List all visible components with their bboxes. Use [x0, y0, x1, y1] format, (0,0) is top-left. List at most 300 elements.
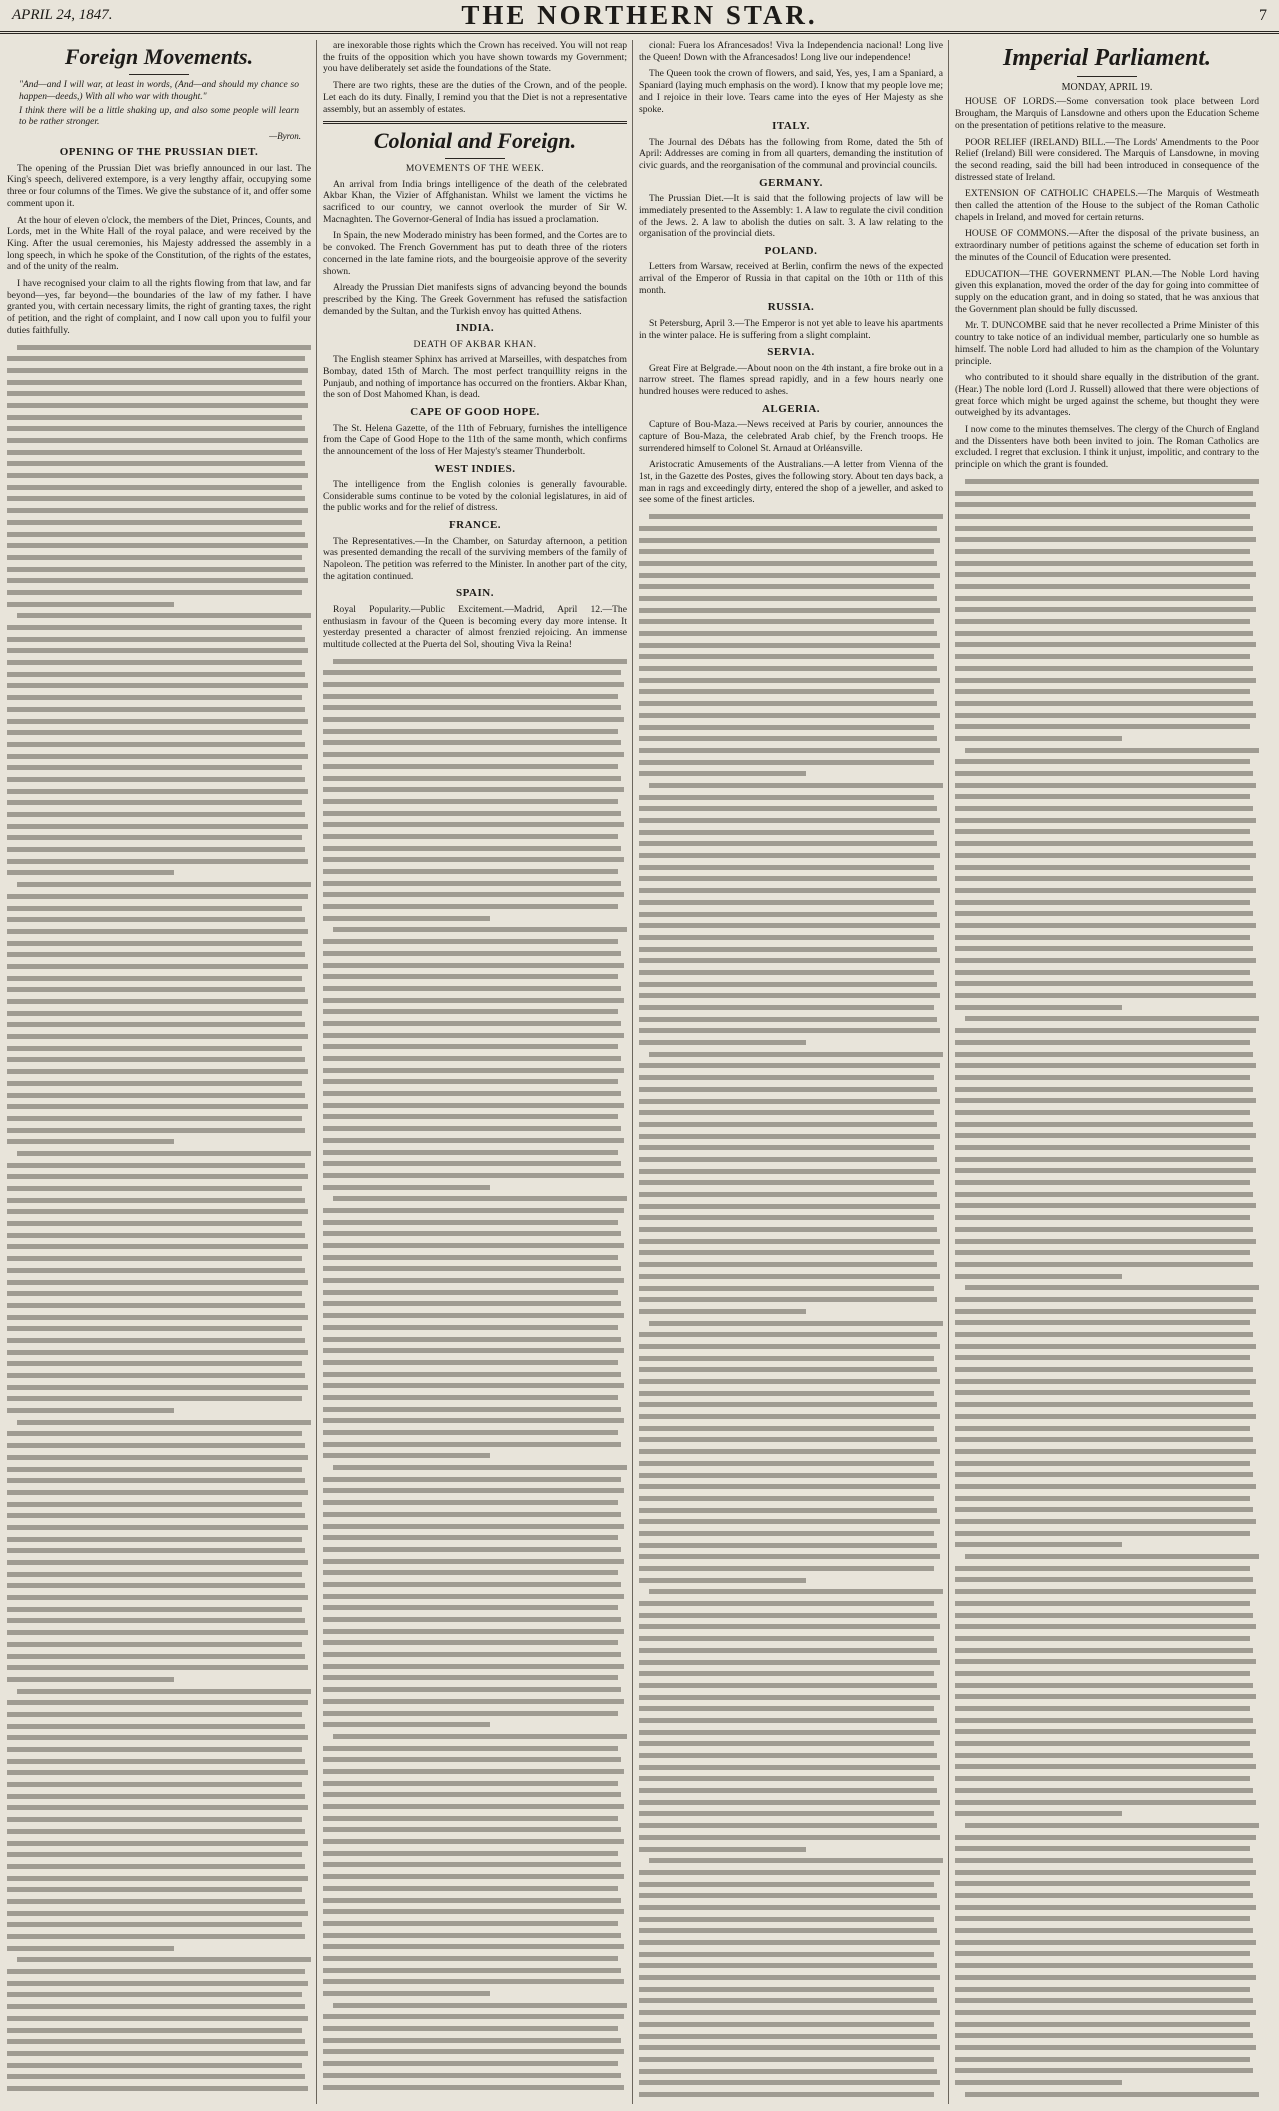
- text-line: [955, 1376, 1256, 1388]
- text-line: [955, 1200, 1256, 1212]
- article-paragraph: HOUSE OF COMMONS.—After the disposal of the private business, an extraordinary number of petitions against the scheme of education set forth in the minutes of the Council of Education were presented.: [955, 228, 1259, 263]
- text-line: [639, 944, 937, 956]
- text-line: [7, 377, 302, 389]
- text-line: [323, 1614, 621, 1626]
- text-line: [7, 821, 308, 833]
- text-line: [639, 967, 934, 979]
- text-line: [639, 1084, 937, 1096]
- text-line: [955, 1867, 1256, 1879]
- text-line: [323, 2058, 618, 2070]
- text-line: [639, 990, 940, 1002]
- article-paragraph: The St. Helena Gazette, of the 11th of February, furnishes the intelligence from the Cape of Good Hope to the 11th of the same month, which confirms the announcement of the loss of Her Majesty's steamer Thunderbolt.: [323, 422, 627, 457]
- text-line: [955, 1306, 1256, 1318]
- text-line: [955, 1165, 1256, 1177]
- text-line: [955, 1060, 1256, 1072]
- text-line: [7, 832, 302, 844]
- text-line: [639, 686, 934, 698]
- article-paragraph: The English steamer Sphinx has arrived at Marseilles, with despatches from Bombay, dated 15th of March. The most perfect tranquillity reigns in the Punjaub, and nothing of importance has occurred on the frontiers. Akbar Khan, the son of Dost Mahomed Khan, is dead.: [323, 354, 627, 401]
- text-line: [7, 1580, 305, 1592]
- text-line: [639, 1949, 934, 1961]
- article-paragraph: I now come to the minutes themselves. The clergy of the Church of England and the Dissenters have both been invited to join. The Roman Catholics are excluded. I regret that exclusion. I think it unjust, impolitic, and contrary to the principle on which the grant is founded.: [955, 424, 1259, 471]
- text-line: [639, 722, 934, 734]
- divider: [445, 158, 505, 159]
- text-line: [7, 1966, 305, 1978]
- text-line: [323, 1626, 624, 1638]
- text-line: [7, 973, 302, 985]
- text-line: [955, 2054, 1250, 2066]
- text-line: [649, 1586, 943, 1598]
- text-line: [7, 2048, 308, 2060]
- text-line: [7, 786, 308, 798]
- text-line: [955, 1773, 1250, 1785]
- text-line: [7, 1323, 302, 1335]
- text-line: [639, 1820, 937, 1832]
- text-line: [639, 1201, 940, 1213]
- text-line: [639, 792, 934, 804]
- text-line: [955, 2019, 1250, 2031]
- text-line: [639, 1434, 937, 1446]
- text-line: [955, 1656, 1256, 1668]
- text-line: [639, 2031, 937, 2043]
- text-line: [323, 1041, 618, 1053]
- text-line: [955, 1107, 1250, 1119]
- text-line: [323, 1053, 621, 1065]
- article-paragraph: Letters from Warsaw, received at Berlin, confirm the news of the expected arrival of the Emperor of Russia in that capital on the 10th or 11th of this month.: [639, 261, 943, 296]
- text-line: [955, 546, 1250, 558]
- text-line: [639, 710, 940, 722]
- text-line: [639, 1353, 934, 1365]
- text-line: [955, 1119, 1253, 1131]
- text-line: [7, 1019, 305, 1031]
- text-line: [7, 435, 308, 447]
- text-line: [955, 499, 1256, 511]
- text-line: [955, 2077, 1122, 2089]
- text-line: [649, 1318, 943, 1330]
- text-line: [7, 657, 302, 669]
- text-line: [639, 1914, 934, 1926]
- text-line: [323, 1182, 490, 1194]
- text-line: [955, 873, 1253, 885]
- text-line: [7, 1943, 174, 1955]
- text-line: [955, 593, 1253, 605]
- text-line: [955, 639, 1256, 651]
- text-line: [639, 2054, 934, 2066]
- text-line: [955, 967, 1250, 979]
- article-heading-spain: SPAIN.: [456, 587, 494, 600]
- text-line: [955, 1960, 1253, 1972]
- text-line: [323, 1591, 624, 1603]
- text-line: [639, 2066, 937, 2078]
- text-line: [333, 2000, 627, 2012]
- text-line: [639, 651, 934, 663]
- text-line: [955, 1177, 1250, 1189]
- section-heading-foreign-movements: Foreign Movements.: [64, 44, 254, 69]
- text-line: [639, 850, 940, 862]
- article-paragraph: who contributed to it should share equally in the distribution of the grant. (Hear.) The noble lord (Lord J. Russell) allowed that there were objections of great force which might be urged against the scheme, but thought they were outweighed by its advantages.: [955, 372, 1259, 419]
- text-line: [323, 1147, 618, 1159]
- text-line: [955, 1902, 1256, 1914]
- text-line: [639, 558, 937, 570]
- text-line: [955, 534, 1256, 546]
- text-line: [323, 691, 618, 703]
- text-line: [323, 1661, 624, 1673]
- text-line: [7, 587, 302, 599]
- article-paragraph: An arrival from India brings intelligence of the death of the celebrated Akbar Khan, the Vizier of Affghanistan. Whilst we lament the victims he sacrificed to our country, we cannot overlook the murder of Sir W. Macnaghten. The Governor-General of India has issued a proclamation.: [323, 178, 627, 225]
- text-line: [323, 1871, 624, 1883]
- text-line: [17, 1148, 311, 1160]
- text-line: [955, 663, 1253, 675]
- text-line: [639, 1446, 940, 1458]
- article-paragraph: POOR RELIEF (IRELAND) BILL.—The Lords' Amendments to the Poor Relief (Ireland) Bill were considered. The Marquis of Lansdowne, in moving the second reading, said the bill had been introduced in consequence of the distressed state of Ireland.: [955, 136, 1259, 183]
- text-line: [7, 1522, 308, 1534]
- text-line: [323, 1859, 621, 1871]
- text-line: [955, 1715, 1253, 1727]
- text-line: [639, 1925, 937, 1937]
- text-line: [955, 756, 1250, 768]
- text-line: [955, 862, 1250, 874]
- text-line: [323, 679, 624, 691]
- text-line: [639, 1528, 934, 1540]
- text-line: [965, 1013, 1259, 1025]
- text-line: [955, 1095, 1256, 1107]
- divider: [323, 121, 627, 124]
- text-line: [639, 1797, 940, 1809]
- text-line: [323, 1392, 618, 1404]
- column-rule: [632, 40, 633, 2104]
- text-line: [323, 1497, 618, 1509]
- text-line: [323, 1018, 621, 1030]
- text-line: [7, 1475, 305, 1487]
- text-line: [955, 1236, 1256, 1248]
- text-line: [639, 1212, 934, 1224]
- text-line: [7, 622, 302, 634]
- text-line: [955, 1633, 1250, 1645]
- text-line: [639, 1481, 940, 1493]
- text-line: [323, 1123, 621, 1135]
- text-line: [7, 458, 305, 470]
- text-line: [955, 1154, 1253, 1166]
- newspaper-title: THE NORTHERN STAR.: [461, 0, 818, 30]
- text-line: [323, 1170, 624, 1182]
- text-line: [639, 2042, 940, 2054]
- text-line: [639, 745, 940, 757]
- text-line: [7, 1791, 305, 1803]
- text-line: [955, 523, 1253, 535]
- text-line: [7, 1569, 302, 1581]
- text-line: [7, 1136, 174, 1148]
- text-line: [7, 1615, 305, 1627]
- text-line: [323, 1696, 624, 1708]
- text-line: [323, 749, 624, 761]
- text-line: [323, 1766, 624, 1778]
- text-line: [323, 1836, 624, 1848]
- text-line: [323, 1801, 624, 1813]
- text-line: [639, 1224, 937, 1236]
- text-line: [639, 1867, 940, 1879]
- text-line: [955, 1738, 1250, 1750]
- text-line: [639, 2077, 940, 2089]
- article-heading-italy: ITALY.: [772, 120, 810, 133]
- text-line: [7, 867, 174, 879]
- text-line: [955, 1972, 1256, 1984]
- text-line: [639, 698, 937, 710]
- text-line: [965, 476, 1259, 488]
- text-line: [323, 1883, 618, 1895]
- text-line: [955, 1843, 1250, 1855]
- article-paragraph: The intelligence from the English colonies is generally favourable. Considerable sums continue to be voted by the colonial legislatures, in aid of the public works and for the relief of distress.: [323, 479, 627, 514]
- text-line: [323, 1918, 618, 1930]
- text-line: [955, 1680, 1253, 1692]
- text-line: [639, 897, 934, 909]
- text-line: [7, 1195, 305, 1207]
- text-line: [7, 1487, 308, 1499]
- text-line: [7, 1393, 302, 1405]
- text-line: [639, 815, 940, 827]
- article-paragraph: Royal Popularity.—Public Excitement.—Madrid, April 12.—The enthusiasm in favour of the Queen is becoming every day more intense. It yesterday presented a character of almost frenzied rejoicing. An immense multitude collected at the Puerta del Sol, shouting Viva la Reina!: [323, 603, 627, 650]
- text-line: [955, 1808, 1122, 1820]
- text-line: [323, 878, 621, 890]
- text-line: [323, 1111, 618, 1123]
- text-line: [7, 2013, 308, 2025]
- text-line: [7, 1347, 308, 1359]
- text-line: [7, 1662, 308, 1674]
- text-line: [7, 914, 305, 926]
- text-line: [7, 751, 308, 763]
- text-line: [955, 1387, 1250, 1399]
- text-line: [323, 983, 621, 995]
- text-line: [955, 978, 1253, 990]
- text-line: [7, 762, 302, 774]
- text-line: [17, 1954, 311, 1966]
- article-paragraph: Already the Prussian Diet manifests signs of advancing beyond the bounds prescribed by the King. The Greek Government has refused the satisfaction demanded by the Sultan, and the Turkish envoy has quitted Athens.: [323, 282, 627, 317]
- text-line: [955, 815, 1256, 827]
- text-line: [639, 1668, 934, 1680]
- text-line: [639, 1096, 940, 1108]
- text-line: [7, 1043, 302, 1055]
- text-line: [7, 1721, 305, 1733]
- text-line: [955, 721, 1250, 733]
- text-line: [7, 1253, 302, 1265]
- article-paragraph: The Journal des Débats has the following from Rome, dated the 5th of April: Addresses are coming in from all quarters, demanding the institution of civic guards, and the reorganisation of the communal and provincial councils.: [639, 136, 943, 172]
- epigraph-attribution: —Byron.: [269, 131, 301, 142]
- text-line: [639, 628, 937, 640]
- text-line: [955, 1913, 1250, 1925]
- text-line: [323, 854, 624, 866]
- text-line: [639, 1610, 937, 1622]
- article-paragraph: The Prussian Diet.—It is said that the following projects of law will be immediately presented to the Assembly: 1. A law to regulate the civil condition of the Jews. 2. A law to abolish the duties on salt. 3. A law relating to the organisation of the provincial diets.: [639, 193, 943, 240]
- text-line: [323, 1474, 621, 1486]
- text-line: [955, 826, 1250, 838]
- text-line: [955, 1528, 1250, 1540]
- text-line: [7, 564, 305, 576]
- text-line: [955, 733, 1122, 745]
- text-line: [639, 955, 940, 967]
- text-line: [323, 1088, 621, 1100]
- text-line: [955, 1621, 1256, 1633]
- text-line: [639, 1773, 934, 1785]
- text-line: [7, 1183, 302, 1195]
- text-line: [955, 1504, 1253, 1516]
- text-line: [7, 1534, 302, 1546]
- text-line: [955, 1364, 1253, 1376]
- text-line: [323, 960, 624, 972]
- text-line: [639, 885, 940, 897]
- text-line: [639, 675, 940, 687]
- text-line: [7, 634, 305, 646]
- text-line: [649, 511, 943, 523]
- text-line: [323, 1076, 618, 1088]
- text-line: [323, 1719, 490, 1731]
- text-line: [955, 1049, 1253, 1061]
- text-line: [955, 581, 1250, 593]
- text-line: [955, 1937, 1256, 1949]
- divider: [129, 74, 189, 75]
- text-line: [955, 1423, 1250, 1435]
- text-line: [17, 342, 311, 354]
- text-line: [955, 1610, 1253, 1622]
- text-line: [323, 726, 618, 738]
- article-paragraph: At the hour of eleven o'clock, the members of the Diet, Princes, Counts, and Lords, met in the White Hall of the royal palace, and were received by the King. After the usual ceremonies, his Majesty addressed the assembly in a long speech, in which he spoke of the Constitution, of the rights of the estates, and of the unity of the realm.: [7, 214, 311, 273]
- column-1: [7, 40, 311, 2104]
- text-line: [323, 1567, 618, 1579]
- text-line: [7, 1090, 305, 1102]
- text-line: [955, 1481, 1256, 1493]
- text-line: [955, 1995, 1253, 2007]
- text-line: [333, 1731, 627, 1743]
- text-line: [323, 1778, 618, 1790]
- text-line: [639, 581, 934, 593]
- body-text-lines: [955, 476, 1259, 2101]
- article-heading-movements: MOVEMENTS OF THE WEEK.: [405, 164, 545, 175]
- text-line: [639, 1995, 937, 2007]
- text-line: [955, 675, 1256, 687]
- text-line: [323, 1310, 624, 1322]
- article-paragraph: The Representatives.—In the Chamber, on Saturday afternoon, a petition was presented demanding the recall of the surviving members of the family of Napoleon. The petition was referred to the Minister. In another part of the city, the agitation continued.: [323, 535, 627, 582]
- text-line: [323, 889, 624, 901]
- text-line: [7, 493, 305, 505]
- text-line: [955, 1493, 1250, 1505]
- text-line: [7, 423, 305, 435]
- text-line: [955, 604, 1256, 616]
- text-line: [323, 1298, 621, 1310]
- text-line: [323, 1602, 618, 1614]
- text-line: [955, 1329, 1253, 1341]
- text-line: [7, 1908, 308, 1920]
- text-line: [639, 1762, 940, 1774]
- text-line: [955, 1598, 1250, 1610]
- text-line: [7, 1651, 305, 1663]
- text-line: [7, 739, 305, 751]
- text-line: [7, 1171, 308, 1183]
- text-line: [7, 2001, 305, 2013]
- text-line: [7, 1312, 308, 1324]
- text-line: [639, 1715, 937, 1727]
- text-line: [7, 1896, 305, 1908]
- text-line: [7, 1545, 305, 1557]
- text-line: [323, 1404, 621, 1416]
- text-line: [639, 803, 937, 815]
- text-line: [639, 1259, 937, 1271]
- text-line: [7, 1464, 302, 1476]
- article-paragraph: HOUSE OF LORDS.—Some conversation took place between Lord Brougham, the Marquis of Lansdowne and others upon the Education Scheme on the presentation of petitions relative to the measure.: [955, 96, 1259, 131]
- text-line: [639, 640, 940, 652]
- text-line: [323, 936, 618, 948]
- text-line: [955, 1563, 1250, 1575]
- text-line: [955, 1785, 1253, 1797]
- text-line: [323, 1953, 618, 1965]
- text-line: [955, 1130, 1256, 1142]
- text-line: [955, 2065, 1253, 2077]
- text-line: [7, 2071, 305, 2083]
- text-line: [7, 1113, 302, 1125]
- text-line: [639, 535, 940, 547]
- text-line: [7, 482, 302, 494]
- text-line: [639, 1294, 937, 1306]
- text-line: [7, 1802, 308, 1814]
- text-line: [639, 1750, 937, 1762]
- text-line: [955, 1317, 1250, 1329]
- text-line: [323, 1439, 621, 1451]
- text-line: [955, 1434, 1253, 1446]
- text-line: [7, 856, 308, 868]
- text-line: [955, 908, 1253, 920]
- text-line: [7, 529, 305, 541]
- masthead: [0, 0, 1279, 34]
- text-line: [965, 1551, 1259, 1563]
- text-line: [639, 1166, 940, 1178]
- text-line: [955, 1446, 1256, 1458]
- text-line: [7, 470, 308, 482]
- text-line: [639, 1399, 937, 1411]
- text-line: [7, 1919, 302, 1931]
- text-line: [7, 797, 302, 809]
- text-line: [7, 949, 305, 961]
- article-heading-germany: GERMANY.: [759, 176, 823, 189]
- text-line: [639, 1014, 937, 1026]
- text-line: [323, 1579, 621, 1591]
- text-line: [7, 1510, 305, 1522]
- text-line: [323, 1275, 624, 1287]
- text-line: [7, 1335, 305, 1347]
- article-paragraph: EDUCATION—THE GOVERNMENT PLAN.—The Noble Lord having given this explanation, moved the order of the day for going into committee of supply on the education grant, and in doing so stated, that he was anxious that the Government plan should be fully discussed.: [955, 268, 1259, 315]
- text-line: [323, 1100, 624, 1112]
- text-line: [955, 1294, 1253, 1306]
- text-line: [323, 948, 621, 960]
- text-line: [955, 1855, 1253, 1867]
- text-line: [955, 1516, 1256, 1528]
- text-line: [639, 1423, 934, 1435]
- text-line: [955, 920, 1256, 932]
- text-line: [639, 605, 940, 617]
- text-line: [323, 1427, 618, 1439]
- text-line: [7, 575, 308, 587]
- text-line: [639, 1411, 940, 1423]
- text-line: [7, 365, 308, 377]
- text-line: [639, 1493, 934, 1505]
- text-line: [7, 400, 308, 412]
- text-line: [7, 599, 174, 611]
- text-line: [955, 628, 1253, 640]
- text-line: [7, 1592, 308, 1604]
- text-line: [7, 1627, 308, 1639]
- text-line: [7, 1989, 302, 2001]
- text-line: [7, 1066, 308, 1078]
- text-line: [323, 1988, 490, 2000]
- article-heading-algeria: ALGERIA.: [761, 402, 821, 415]
- text-line: [7, 1218, 302, 1230]
- text-line: [639, 1879, 934, 1891]
- text-line: [323, 831, 618, 843]
